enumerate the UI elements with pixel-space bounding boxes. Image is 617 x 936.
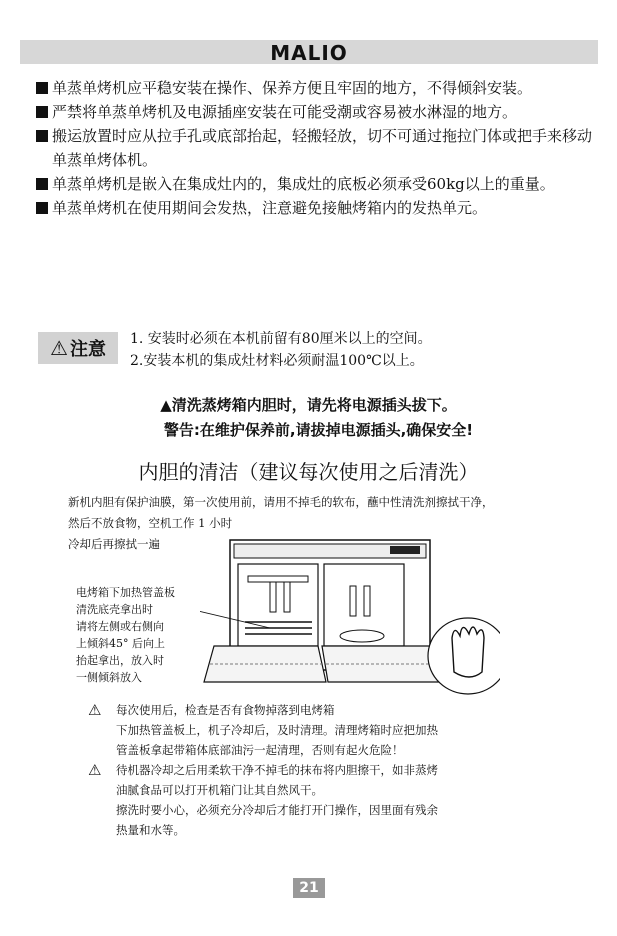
bullet-item: 搬运放置时应从拉手孔或底部抬起，轻搬轻放，切不可通过拖拉门体或把手来移动单蒸单烤体机。 bbox=[34, 124, 594, 172]
warning-triangle-icon: ⚠ bbox=[50, 336, 68, 360]
note-badge bbox=[38, 332, 118, 364]
caution-list bbox=[86, 700, 506, 840]
square-bullet-icon bbox=[36, 178, 48, 190]
header-bar bbox=[20, 40, 598, 64]
heating-cover-callout: 电烤箱下加热管盖板 清洗底壳拿出时 请将左侧或右侧向 上倾斜45° 后向上 抬起拿出，放入时 一侧倾斜放入 bbox=[76, 586, 175, 684]
oven-illustration bbox=[200, 536, 500, 698]
cleaning-warning: ▲清洗蒸烤箱内胆时，请先将电源插头拔下。 bbox=[160, 396, 457, 414]
page-number: 21 bbox=[293, 878, 325, 898]
note-item: 1. 安装时必须在本机前留有80厘米以上的空间。 bbox=[130, 331, 432, 347]
brand-logo: MALIO bbox=[270, 41, 348, 65]
square-bullet-icon bbox=[36, 106, 48, 118]
warning-triangle-icon: ⚠ bbox=[88, 761, 102, 779]
intro-line: 然后不放食物，空机工作 1 小时 bbox=[68, 516, 233, 530]
square-bullet-icon bbox=[36, 82, 48, 94]
caution-item: ⚠ 每次使用后，检查是否有食物掉落到电烤箱 下加热管盖板上，机子冷却后，及时清理。清理烤箱时应把加热 管盖板拿起带箱体底部油污一起清理，否则有起火危险！ bbox=[88, 701, 438, 757]
warning-triangle-icon: ⚠ bbox=[88, 701, 102, 719]
bullet-item: 单蒸单烤机是嵌入在集成灶内的，集成灶的底板必须承受60kg以上的重量。 bbox=[34, 172, 594, 196]
note-item: 2.安装本机的集成灶材料必须耐温100℃以上。 bbox=[130, 353, 424, 369]
note-badge-label: 注意 bbox=[69, 339, 106, 360]
intro-line: 冷却后再擦拭一遍 bbox=[68, 537, 160, 551]
square-bullet-icon bbox=[36, 130, 48, 142]
caution-item: ⚠ 待机器冷却之后用柔软干净不掉毛的抹布将内胆擦干，如非蒸烤 油腻食品可以打开机箱门让其自然风干。 擦洗时要小心，必须充分冷却后才能打开门操作，因里面有残余 热量和水等。 bbox=[88, 761, 438, 837]
square-bullet-icon bbox=[36, 202, 48, 214]
bullet-item: 单蒸单烤机应平稳安装在操作、保养方便且牢固的地方，不得倾斜安装。 bbox=[34, 76, 594, 100]
safety-bullet-list bbox=[34, 76, 594, 220]
note-list bbox=[130, 328, 432, 372]
bullet-item: 单蒸单烤机在使用期间会发热，注意避免接触烤箱内的发热单元。 bbox=[34, 196, 594, 220]
bullet-item: 严禁将单蒸单烤机及电源插座安装在可能受潮或容易被水淋湿的地方。 bbox=[34, 100, 594, 124]
intro-line: 新机内胆有保护油膜，第一次使用前，请用不掉毛的软布，蘸中性清洗剂擦拭干净， bbox=[68, 495, 494, 509]
maintenance-warning: 警告:在维护保养前,请拔掉电源插头,确保安全! bbox=[163, 421, 474, 439]
cleaning-section-title: 内胆的清洁（建议每次使用之后清洗） bbox=[138, 460, 479, 484]
